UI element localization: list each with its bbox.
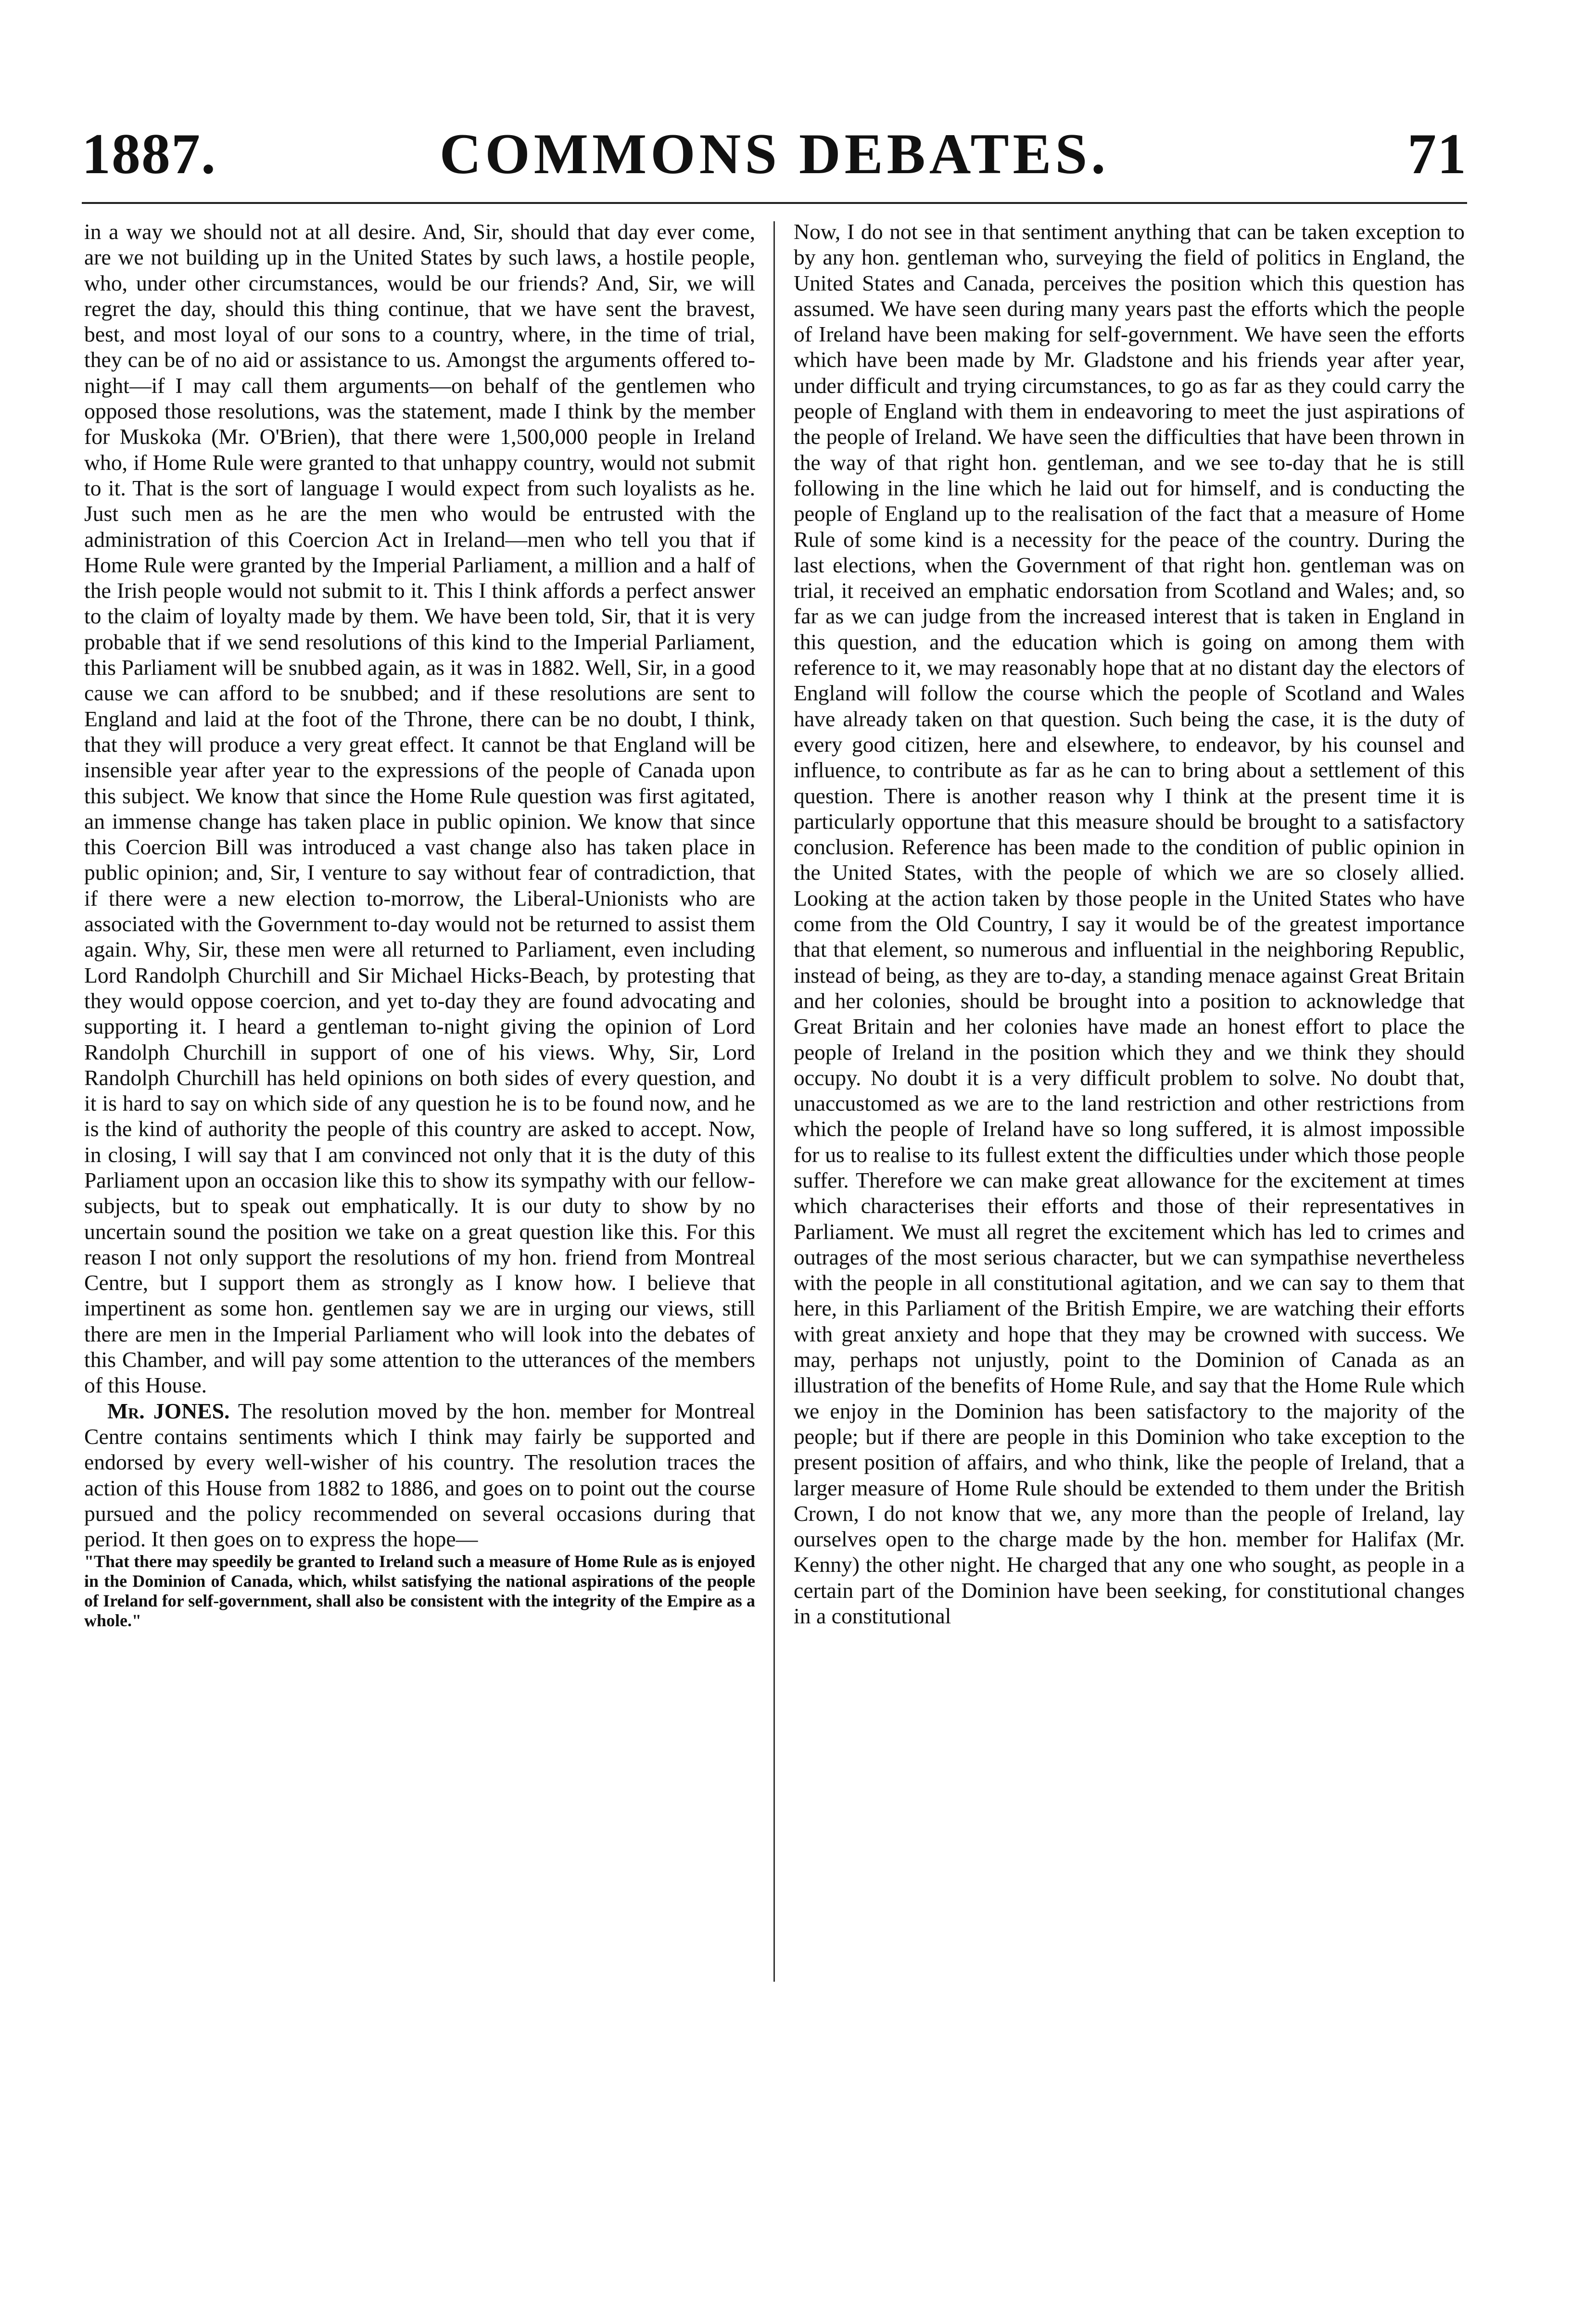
resolution-quote: "That there may speedily be granted to Ireland such a measure of Home Rule as is enjoyed in the Dominion of Canada, which, whilst satisfying the national aspirations of the people of Ireland for self-government, shall also be consistent with the integrity of the Empire as a whole." — [84, 1552, 755, 1631]
header-rule — [82, 202, 1467, 204]
left-paragraph-1: in a way we should not at all desire. And, Sir, should that day ever come, are we not building up in the United States by such laws, a hostile people, who, under other circumstances, would be our friends? And, Sir, we will regret the day, should this thing continue, that we have sent the bravest, best, and most loyal of our sons to a country, where, in the time of trial, they can be of no aid or assistance to us. Amongst the arguments offered to-night—if I may call them arguments—on behalf of the gentlemen who opposed those resolutions, was the statement, made I think by the member for Muskoka (Mr. O'Brien), that there were 1,500,000 people in Ireland who, if Home Rule were granted to that unhappy country, would not submit to it. That is the sort of language I would expect from such loyalists as he. Just such men as he are the men who would be entrusted with the administration of this Coercion Act in Ireland—men who tell you that if Home Rule were granted by the Imperial Parliament, a million and a half of the Irish people would not submit to it. This I think affords a perfect answer to the claim of loyalty made by them. We have been told, Sir, that it is very probable that if we send resolutions of this kind to the Imperial Parliament, this Parliament will be snubbed again, as it was in 1882. Well, Sir, in a good cause we can afford to be snubbed; and if these resolutions are sent to England and laid at the foot of the Throne, there can be no doubt, I think, that they will produce a very great effect. It cannot be that England will be insensible year after year to the expressions of the people of Canada upon this subject. We know that since the Home Rule question was first agitated, an immense change has taken place in public opinion. We know that since this Coercion Bill was introduced a vast change also has taken place in public opinion; and, Sir, I venture to say without fear of contradiction, that if there were a new election to-morrow, the Liberal-Unionists who are associated with the Government to-day would not be returned to assist them again. Why, Sir, these men were all returned to Parliament, even including Lord Randolph Churchill and Sir Michael Hicks-Beach, by protesting that they would oppose coercion, and yet to-day they are found advocating and supporting it. I heard a gentleman to-night giving the opinion of Lord Randolph Churchill in support of one of his views. Why, Sir, Lord Randolph Churchill has held opinions on both sides of every question, and it is hard to say on which side of any question he is to be found now, and he is the kind of authority the people of this country are asked to accept. Now, in closing, I will say that I am convinced not only that it is the duty of this Parliament upon an occasion like this to show its sympathy with our fellow-subjects, but to speak out emphatically. It is our duty to show by no uncertain sound the position we take on a great question like this. For this reason I not only support the resolutions of my hon. friend from Montreal Centre, but I support them as strongly as I know how. I believe that impertinent as some hon. gentlemen say we are in urging our views, still there are men in the Imperial Parliament who will look into the debates of this Chamber, and will pay some attention to the utterances of the members of this House. — [84, 219, 755, 1398]
page-header — [82, 118, 1467, 190]
header-year: 1887. — [82, 122, 216, 186]
left-column — [84, 219, 755, 1631]
speaker-text: The resolution moved by the hon. member for Montreal Centre contains sentiments which I think may fairly be supported and endorsed by every well-wisher of his country. The resolution traces the action of this House from 1882 to 1886, and goes on to point out the course pursued and the policy recommended on several occasions during that period. It then goes on to express the hope— — [84, 1398, 755, 1552]
left-paragraph-2 — [84, 1398, 755, 1552]
header-title: COMMONS DEBATES. — [439, 122, 1110, 186]
right-paragraph-1: Now, I do not see in that sentiment anything that can be taken exception to by any hon. gentleman who, surveying the field of politics in England, the United States and Canada, perceives the position which this question has assumed. We have seen during many years past the efforts which the people of Ireland have been making for self-government. We have seen the efforts which have been made by Mr. Gladstone and his friends year after year, under difficult and trying circumstances, to go as far as they could carry the people of England with them in endeavoring to meet the just aspirations of the people of Ireland. We have seen the difficulties that have been thrown in the way of that right hon. gentleman, and we see to-day that he is still following in the line which he laid out for himself, and is conducting the people of England up to the realisation of the fact that a measure of Home Rule of some kind is a necessity for the peace of the country. During the last elections, when the Government of that right hon. gentleman was on trial, it received an emphatic endorsation from Scotland and Wales; and, so far as we can judge from the increased interest that is taken in England in this question, and the education which is going on among them with reference to it, we may reasonably hope that at no distant day the electors of England will follow the course which the people of Scotland and Wales have already taken on that question. Such being the case, it is the duty of every good citizen, here and elsewhere, to endeavor, by his counsel and influence, to contribute as far as he can to bring about a settlement of this question. There is another reason why I think at the present time it is particularly opportune that this measure should be brought to a satisfactory conclusion. Reference has been made to the condition of public opinion in the United States, with the people of which we are so closely allied. Looking at the action taken by those people in the United States who have come from the Old Country, I say it would be of the greatest importance that that element, so numerous and influential in the neighboring Republic, instead of being, as they are to-day, a standing menace against Great Britain and her colonies, should be brought into a position to acknowledge that Great Britain and her colonies have made an honest effort to place the people of Ireland in the position which they and we think they should occupy. No doubt it is a very difficult problem to solve. No doubt that, unaccustomed as we are to the land restriction and other restrictions from which the people of Ireland have so long suffered, it is almost impossible for us to realise to its fullest extent the difficulties under which those people suffer. Therefore we can make great allowance for the excitement at times which characterises their efforts and those of their representatives in Parliament. We must all regret the excitement which has led to crimes and outrages of the most serious character, but we can sympathise nevertheless with the people in all constitutional agitation, and we can say to them that here, in this Parliament of the British Empire, we are watching their efforts with great anxiety and hope that they may be crowned with success. We may, perhaps not unjustly, point to the Dominion of Canada as an illustration of the benefits of Home Rule, and say that the Home Rule which we enjoy in the Dominion has been satisfactory to the majority of the people; but if there are people in this Dominion who take exception to the present position of affairs, and who think, like the people of Ireland, that a larger measure of Home Rule should be extended to them under the British Crown, I do not know that we, any more than the people of Ireland, lay ourselves open to the charge made by the hon. member for Halifax (Mr. Kenny) the other night. He charged that any one who sought, as people in a certain part of the Dominion have been seeking, for constitutional changes in a constitutional — [794, 219, 1465, 1629]
right-column — [794, 219, 1465, 1629]
speaker-name: Mr. JONES. — [107, 1398, 230, 1423]
column-divider — [773, 221, 775, 1982]
header-page-number: 71 — [1407, 122, 1467, 186]
